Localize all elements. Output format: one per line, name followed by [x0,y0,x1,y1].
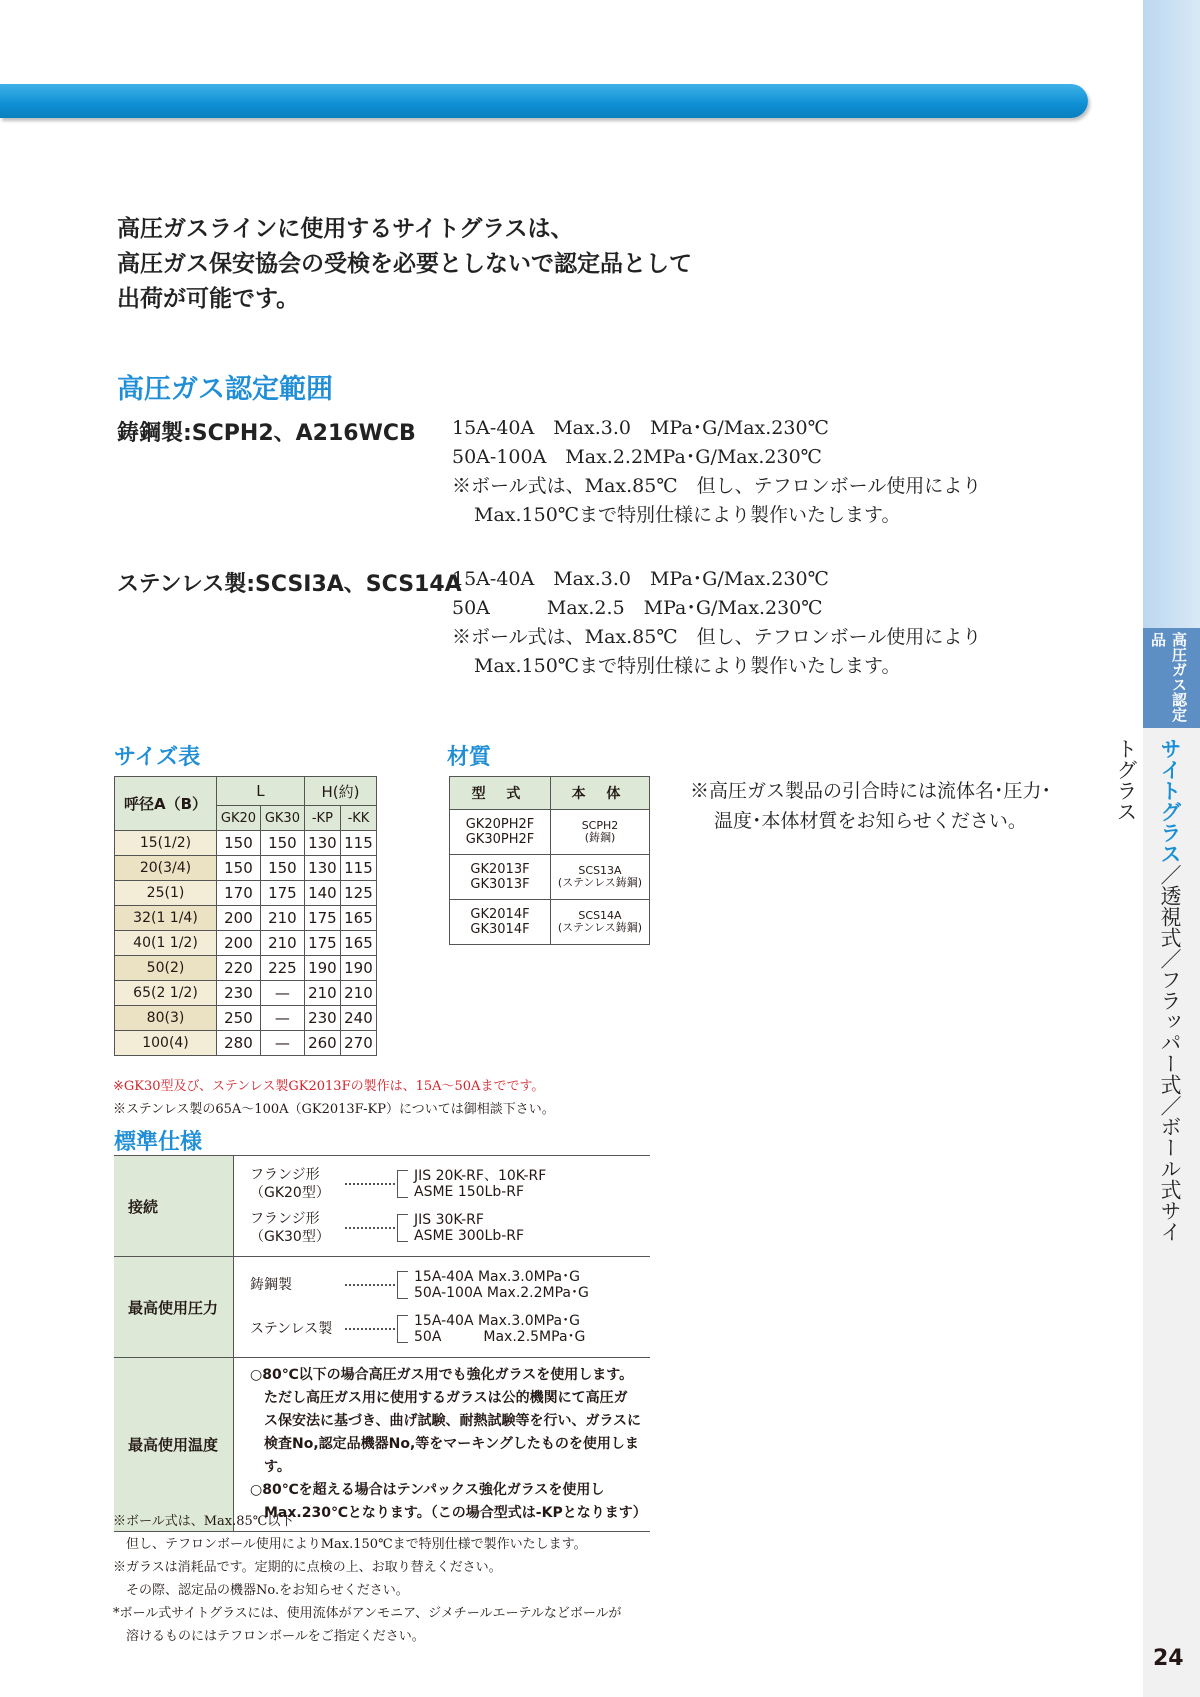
size-value-cell: 165 [340,906,376,931]
std-label-connection: 接続 [114,1156,234,1257]
spec-line: ※ボール式は、Max.85℃ 但し、テフロンボール使用により [452,626,982,648]
size-table-row [115,881,377,906]
pressure-value: 50A Max.2.5MPa･G [414,1329,586,1345]
body-material-note: (鋳鋼) [584,831,616,844]
connection-model: （GK30型） [250,1229,330,1245]
dot-leader [345,1227,395,1229]
size-value-cell: 210 [260,931,304,956]
size-table-title: サイズ表 [114,745,201,770]
bracket [397,1214,408,1242]
connection-item [250,1206,650,1250]
size-value-cell: 170 [217,881,261,906]
connection-model: （GK20型） [250,1185,330,1201]
footer-note: ※ガラスは消耗品です。定期的に点検の上、お取り替えください。 [113,1560,502,1575]
material-row [450,810,650,855]
body-material: SCPH2 [581,819,619,832]
model-name: GK2013F [470,862,530,877]
intro-text [117,212,817,317]
material-model [450,855,551,900]
size-value-cell: 280 [217,1031,261,1056]
footer-notes [113,1510,622,1648]
pressure-item [250,1307,650,1351]
size-table-row [115,856,377,881]
stainless-label: ステンレス製:SCSI3A、SCS14A [117,572,462,597]
footer-note: その際、認定品の機器No.をお知らせください。 [126,1583,409,1598]
top-banner-bar [0,84,1088,118]
range-section-title: 高圧ガス認定範囲 [117,374,333,405]
spec-line: 15A-40A Max.3.0 MPa･G/Max.230℃ [452,568,829,590]
model-name: GK3013F [470,877,530,892]
pressure-material: ステンレス製 [250,1321,333,1337]
temperature-text [250,1364,650,1525]
size-value-cell: 240 [340,1006,376,1031]
intro-line: 高圧ガス保安協会の受検を必要としないで認定品として [117,251,692,277]
size-value-cell: 225 [260,956,304,981]
bracket [397,1315,408,1343]
std-pressure-body [234,1257,651,1358]
size-header-nominal: 呼径A（B） [115,777,217,831]
size-table [114,776,377,1056]
model-name: GK2014F [470,907,530,922]
connection-standard: JIS 30K-RF [414,1212,484,1228]
size-value-cell: — [260,981,304,1006]
spec-line: ※ボール式は、Max.85℃ 但し、テフロンボール使用により [452,475,982,497]
size-table-body [115,831,377,1056]
size-table-row [115,831,377,856]
std-spec-title: 標準仕様 [114,1130,203,1155]
pressure-material: 鋳鋼製 [250,1277,292,1293]
model-name: GK3014F [470,922,530,937]
size-subheader: GK30 [260,806,304,831]
size-note: ※ステンレス製の65A～100A（GK2013F-KP）については御相談下さい。 [113,1102,555,1117]
size-value-cell: 210 [340,981,376,1006]
size-table-row [115,906,377,931]
side-tab-others: ／透視式／フラッパー式／ボール式サイトグラス [1114,738,1182,1242]
connection-standard: ASME 300Lb-RF [414,1228,525,1244]
body-material: SCS14A [578,909,622,922]
temperature-line: ○80℃を超える場合はテンパックス強化ガラスを使用し [250,1482,605,1498]
size-value-cell: — [260,1031,304,1056]
size-value-cell: 140 [304,881,340,906]
std-spec-table [114,1155,650,1532]
side-tab-category-list [1114,738,1192,1258]
size-value-cell: 210 [260,906,304,931]
std-row-pressure [114,1257,650,1358]
connection-standard: JIS 20K-RF、10K-RF [414,1168,547,1184]
temperature-line: ス保安法に基づき、曲げ試験、耐熱試験等を行い、ガラスに [264,1413,642,1429]
pressure-value: 15A-40A Max.3.0MPa･G [414,1313,580,1329]
size-value-cell: 150 [217,831,261,856]
pressure-value: 15A-40A Max.3.0MPa･G [414,1269,580,1285]
material-table-title: 材質 [447,745,492,770]
std-row-connection [114,1156,650,1257]
connection-type: フランジ形 [250,1211,320,1227]
size-value-cell: 175 [304,931,340,956]
body-material-note: (ステンレス鋳鋼) [557,921,643,934]
size-note-red: ※GK30型及び、ステンレス製GK2013Fの製作は、15A～50Aまでです。 [113,1079,545,1094]
size-subheader: GK20 [217,806,261,831]
connection-standard: ASME 150Lb-RF [414,1184,525,1200]
body-material-note: (ステンレス鋳鋼) [557,876,643,889]
stainless-spec [452,565,1052,681]
spec-line: Max.150℃まで特別仕様により製作いたします。 [474,655,901,677]
size-value-cell: 150 [217,856,261,881]
footer-note: 但し、テフロンボール使用によりMax.150℃まで特別仕様で製作いたします。 [126,1537,587,1552]
temperature-line: Max.230℃となります。（この場合型式は-KPとなります） [264,1505,647,1521]
size-header-L: L [217,777,305,806]
size-table-row [115,931,377,956]
cast-steel-spec [452,414,1052,530]
footer-note: *ボール式サイトグラスには、使用流体がアンモニア、ジメチールエーテルなどボールが [113,1606,622,1621]
footer-note: ※ボール式は、Max.85℃以下 [113,1514,294,1529]
material-table [449,776,650,945]
size-value-cell: 130 [304,831,340,856]
size-value-cell: 115 [340,856,376,881]
size-value-cell: 220 [217,956,261,981]
temperature-line: ただし高圧ガス用に使用するガラスは公的機関にて高圧ガ [264,1390,628,1406]
size-value-cell: 165 [340,931,376,956]
material-row [450,900,650,945]
dot-leader [345,1183,395,1185]
note-line: ※高圧ガス製品の引合時には流体名･圧力･ [690,780,1052,802]
model-name: GK30PH2F [465,832,535,847]
temperature-line: 検査No,認定品機器No,等をマーキングしたものを使用します。 [264,1436,639,1475]
size-nominal-cell: 50(2) [115,956,217,981]
material-header-body: 本 体 [551,777,650,810]
size-table-row [115,981,377,1006]
size-value-cell: 115 [340,831,376,856]
size-table-row [115,956,377,981]
size-value-cell: 210 [304,981,340,1006]
side-tab-active-label: 高圧ガス認定品 [1149,632,1188,722]
connection-item [250,1162,650,1206]
size-value-cell: 190 [340,956,376,981]
material-model [450,810,551,855]
size-header-H: H(約) [304,777,376,806]
dot-leader [345,1328,395,1330]
size-nominal-cell: 25(1) [115,881,217,906]
footer-note: 溶けるものにはテフロンボールをご指定ください。 [126,1629,425,1644]
bracket [397,1271,408,1299]
size-subheader: -KK [340,806,376,831]
size-subheader: -KP [304,806,340,831]
size-nominal-cell: 100(4) [115,1031,217,1056]
intro-line: 高圧ガスラインに使用するサイトグラスは、 [117,216,574,242]
spec-line: Max.150℃まで特別仕様により製作いたします。 [474,504,901,526]
temperature-line: ○80℃以下の場合高圧ガス用でも強化ガラスを使用します。 [250,1367,634,1383]
size-value-cell: 175 [260,881,304,906]
size-value-cell: 200 [217,931,261,956]
std-label-pressure: 最高使用圧力 [114,1257,234,1358]
spec-line: 15A-40A Max.3.0 MPa･G/Max.230℃ [452,417,829,439]
gas-inquiry-note [690,776,1120,836]
size-nominal-cell: 20(3/4) [115,856,217,881]
material-model [450,900,551,945]
cast-steel-label: 鋳鋼製:SCPH2、A216WCB [117,421,416,446]
size-value-cell: 150 [260,831,304,856]
size-nominal-cell: 15(1/2) [115,831,217,856]
size-table-row [115,1006,377,1031]
std-connection-body [234,1156,651,1257]
std-label-temperature: 最高使用温度 [114,1358,234,1532]
size-value-cell: 230 [217,981,261,1006]
size-nominal-cell: 40(1 1/2) [115,931,217,956]
intro-line: 出荷が可能です。 [117,286,300,312]
side-tab-background [1143,0,1200,628]
pressure-value: 50A-100A Max.2.2MPa･G [414,1285,589,1301]
size-value-cell: 270 [340,1031,376,1056]
size-value-cell: 130 [304,856,340,881]
size-table-row [115,1031,377,1056]
size-value-cell: 260 [304,1031,340,1056]
body-material: SCS13A [578,864,622,877]
connection-type: フランジ形 [250,1167,320,1183]
material-body [551,855,650,900]
pressure-item [250,1263,650,1307]
spec-line: 50A Max.2.5 MPa･G/Max.230℃ [452,597,823,619]
bracket [397,1170,408,1198]
size-nominal-cell: 80(3) [115,1006,217,1031]
material-header-model: 型 式 [450,777,551,810]
side-tab-current: サイトグラス [1158,738,1182,864]
size-value-cell: 150 [260,856,304,881]
page-number: 24 [1153,1646,1184,1671]
size-nominal-cell: 65(2 1/2) [115,981,217,1006]
std-row-temperature [114,1358,650,1532]
size-value-cell: 175 [304,906,340,931]
size-value-cell: 125 [340,881,376,906]
size-value-cell: 200 [217,906,261,931]
material-body [551,900,650,945]
model-name: GK20PH2F [465,817,535,832]
material-row [450,855,650,900]
note-line: 温度･本体材質をお知らせください。 [714,810,1027,832]
std-temperature-body [234,1358,651,1532]
size-value-cell: 190 [304,956,340,981]
size-value-cell: 250 [217,1006,261,1031]
size-table-notes [113,1075,555,1121]
spec-line: 50A-100A Max.2.2MPa･G/Max.230℃ [452,446,822,468]
dot-leader [345,1284,395,1286]
size-value-cell: — [260,1006,304,1031]
material-body [551,810,650,855]
size-nominal-cell: 32(1 1/4) [115,906,217,931]
size-value-cell: 230 [304,1006,340,1031]
